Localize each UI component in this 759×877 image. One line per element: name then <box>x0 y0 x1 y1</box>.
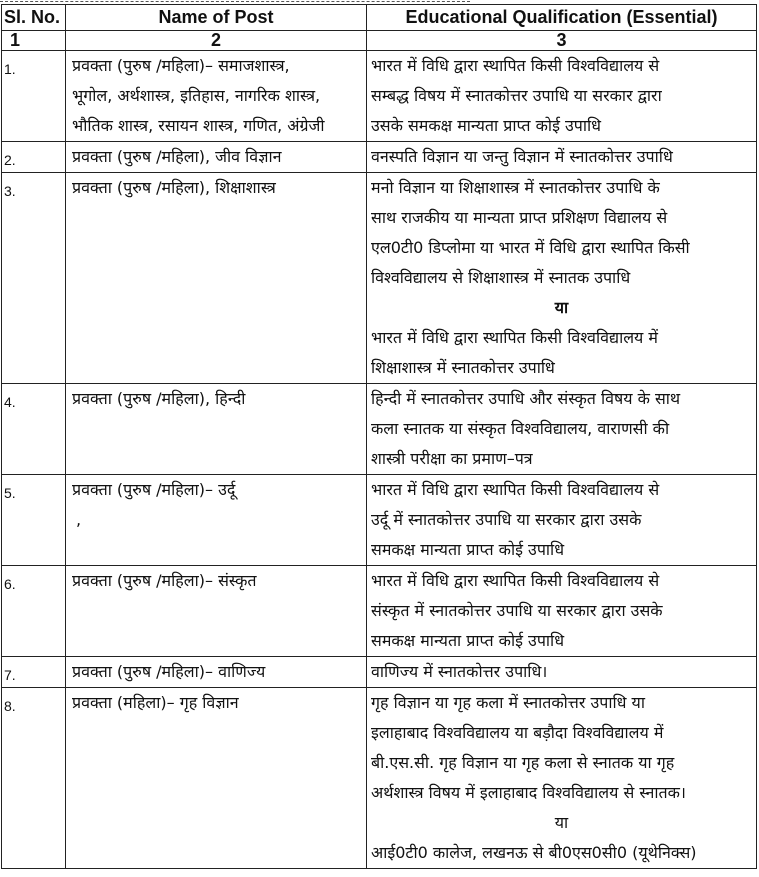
qualification-line: भारत में विधि द्वारा स्थापित किसी विश्वविद्यालय से <box>371 56 660 75</box>
qualification-line: अर्थशास्त्र विषय में इलाहाबाद विश्वविद्यालय से स्नातक। <box>371 783 686 802</box>
table-row <box>2 51 757 142</box>
serial-number: 1. <box>2 51 66 142</box>
serial-number: 3. <box>2 173 66 384</box>
qualification-line: भारत में विधि द्वारा स्थापित किसी विश्वविद्यालय में <box>371 328 658 347</box>
qualification-line: एल0टी0 डिप्लोमा या भारत में विधि द्वारा स्थापित किसी <box>371 238 690 257</box>
post-name-line: प्रवक्ता (पुरुष /महिला), शिक्षाशास्त्र <box>72 178 276 197</box>
post-name-cell <box>66 173 367 384</box>
column-number-3: 3 <box>367 31 757 51</box>
qualification-line: कला स्नातक या संस्कृत विश्वविद्यालय, वाराणसी की <box>371 419 670 438</box>
column-number-2: 2 <box>66 31 367 51</box>
post-name-cell <box>66 657 367 688</box>
qualification-cell <box>367 475 757 566</box>
stray-comma: , <box>76 510 82 529</box>
qualification-line: वाणिज्य में स्नातकोत्तर उपाधि। <box>371 662 548 681</box>
post-name-cell <box>66 384 367 475</box>
qualification-line: हिन्दी में स्नातकोत्तर उपाधि और संस्कृत विषय के साथ <box>371 389 681 408</box>
qualification-line: भारत में विधि द्वारा स्थापित किसी विश्वविद्यालय से <box>371 571 660 590</box>
qualification-cell <box>367 384 757 475</box>
post-name-cell <box>66 688 367 869</box>
post-name-cell <box>66 475 367 566</box>
qualification-cell <box>367 566 757 657</box>
qualification-line: उर्दू में स्नातकोत्तर उपाधि या सरकार द्वारा उसके <box>371 510 642 529</box>
table-row <box>2 657 757 688</box>
serial-number: 5. <box>2 475 66 566</box>
qualification-line: संस्कृत में स्नातकोत्तर उपाधि या सरकार द्वारा उसके <box>371 601 663 620</box>
qualification-line: वनस्पति विज्ञान या जन्तु विज्ञान में स्नातकोत्तर उपाधि <box>371 147 673 166</box>
qualification-line: बी.एस.सी. गृह विज्ञान या गृह कला से स्नातक या गृह <box>371 753 675 772</box>
qualification-line: इलाहाबाद विश्वविद्यालय या बड़ौदा विश्वविद्यालय में <box>371 723 664 742</box>
qualification-line: आई0टी0 कालेज, लखनऊ से बी0एस0सी0 (यूथेनिक्स) <box>371 843 697 862</box>
qualification-cell <box>367 688 757 869</box>
qualification-line: शिक्षाशास्त्र में स्नातकोत्तर उपाधि <box>371 358 555 377</box>
header-row <box>2 5 757 31</box>
or-separator: या <box>554 298 569 317</box>
post-name-cell <box>66 142 367 173</box>
post-name-line: प्रवक्ता (पुरुष /महिला)– संस्कृत <box>72 571 257 590</box>
serial-number: 6. <box>2 566 66 657</box>
qualification-line: समकक्ष मान्यता प्राप्त कोई उपाधि <box>371 540 565 559</box>
header-educational-qualification: Educational Qualification (Essential) <box>367 5 757 31</box>
post-name-line: भूगोल, अर्थशास्त्र, इतिहास, नागरिक शास्त्र, <box>72 86 321 105</box>
serial-number: 4. <box>2 384 66 475</box>
table-row <box>2 688 757 869</box>
qualification-line: उसके समकक्ष मान्यता प्राप्त कोई उपाधि <box>371 116 601 135</box>
post-name-line: प्रवक्ता (पुरुष /महिला), जीव विज्ञान <box>72 147 282 166</box>
qualification-table <box>1 4 757 869</box>
column-number-1: 1 <box>2 31 66 51</box>
table-row <box>2 475 757 566</box>
table-row <box>2 384 757 475</box>
qualification-cell <box>367 142 757 173</box>
serial-number: 7. <box>2 657 66 688</box>
serial-number: 2. <box>2 142 66 173</box>
post-name-line: भौतिक शास्त्र, रसायन शास्त्र, गणित, अंग्रेजी <box>72 116 325 135</box>
table-row <box>2 173 757 384</box>
qualification-line: साथ राजकीय या मान्यता प्राप्त प्रशिक्षण विद्यालय से <box>371 208 668 227</box>
or-separator: या <box>554 813 569 832</box>
qualification-line: मनो विज्ञान या शिक्षाशास्त्र में स्नातकोत्तर उपाधि के <box>371 178 660 197</box>
qualification-line: भारत में विधि द्वारा स्थापित किसी विश्वविद्यालय से <box>371 480 660 499</box>
qualification-line: समकक्ष मान्यता प्राप्त कोई उपाधि <box>371 631 565 650</box>
qualification-cell <box>367 51 757 142</box>
column-number-row <box>2 31 757 51</box>
qualification-line: शास्त्री परीक्षा का प्रमाण–पत्र <box>371 449 533 468</box>
header-name-of-post: Name of Post <box>66 5 367 31</box>
post-name-cell <box>66 566 367 657</box>
table-row <box>2 566 757 657</box>
serial-number: 8. <box>2 688 66 869</box>
qualification-line: गृह विज्ञान या गृह कला में स्नातकोत्तर उपाधि या <box>371 693 645 712</box>
table-row <box>2 142 757 173</box>
qualification-line: सम्बद्ध विषय में स्नातकोत्तर उपाधि या सरकार द्वारा <box>371 86 662 105</box>
header-sl-no: Sl. No. <box>2 5 66 31</box>
post-name-cell <box>66 51 367 142</box>
post-name-line: प्रवक्ता (पुरुष /महिला), हिन्दी <box>72 389 246 408</box>
qualification-cell <box>367 657 757 688</box>
post-name-line: प्रवक्ता (महिला)– गृह विज्ञान <box>72 693 239 712</box>
qualification-line: विश्वविद्यालय से शिक्षाशास्त्र में स्नातक उपाधि <box>371 268 631 287</box>
post-name-line: प्रवक्ता (पुरुष /महिला)– उर्दू <box>72 480 236 499</box>
post-name-line: प्रवक्ता (पुरुष /महिला)– समाजशास्त्र, <box>72 56 290 75</box>
post-name-line: प्रवक्ता (पुरुष /महिला)– वाणिज्य <box>72 662 266 681</box>
qualification-cell <box>367 173 757 384</box>
